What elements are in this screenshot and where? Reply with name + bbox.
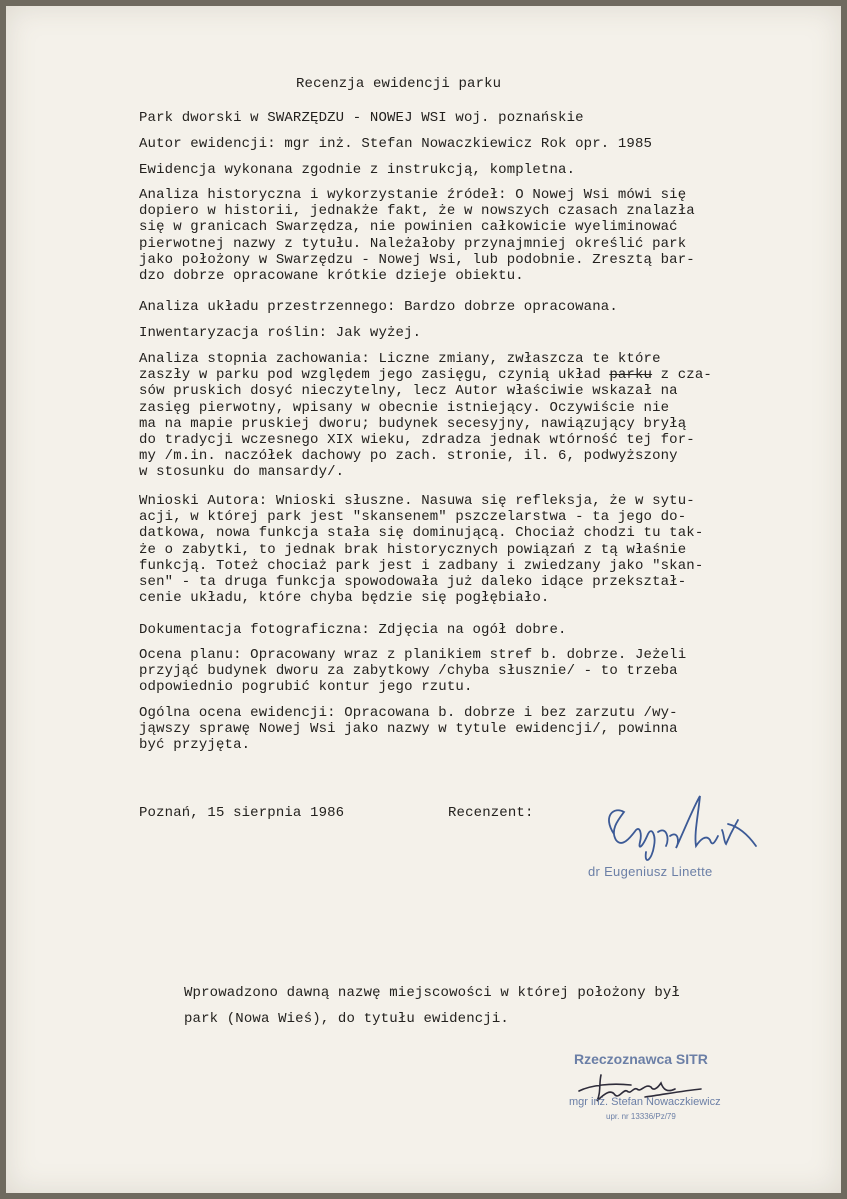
text-line: jąwszy sprawę Nowej Wsi jako nazwy w tytule ewidencji/, powinna (139, 721, 678, 738)
text-line: sów pruskich dosyć nieczytelny, lecz Autor właściwie wskazał na (139, 383, 678, 400)
text-line: jako położony w Swarzędzu - Nowej Wsi, lub podobnie. Zresztą bar- (139, 251, 695, 268)
text-line: ma na mapie pruskiej dworu; budynek secesyjny, nawiązujący bryłą (139, 415, 687, 432)
text-line: Ocena planu: Opracowany wraz z planikiem stref b. dobrze. Jeżeli (139, 647, 687, 663)
correction-note (184, 980, 824, 1032)
expert-name-stamp: mgr inż. Stefan Nowaczkiewicz (569, 1096, 721, 1108)
spatial-analysis-line: Analiza układu przestrzennego: Bardzo dobrze opracowana. (139, 299, 618, 315)
text-line: do tradycji wczesnego XIX wieku, zdradza jednak wtórność tej for- (139, 432, 695, 449)
text-line: Wprowadzono dawną nazwę miejscowości w której położony był (184, 985, 680, 1001)
text-fragment: z cza- (652, 367, 712, 384)
text-line: w stosunku do mansardy/. (139, 464, 345, 481)
author-conclusions-paragraph (139, 493, 779, 606)
photo-documentation-line: Dokumentacja fotograficzna: Zdjęcia na ogół dobre. (139, 622, 567, 638)
text-line: Wnioski Autora: Wnioski słuszne. Nasuwa się refleksja, że w sytu- (139, 493, 695, 509)
overall-evaluation-paragraph (139, 705, 779, 754)
completeness-line: Ewidencja wykonana zgodnie z instrukcją, kompletna. (139, 162, 576, 178)
place-and-date: Poznań, 15 sierpnia 1986 (139, 805, 345, 821)
preservation-analysis-paragraph (139, 351, 779, 481)
text-line: park (Nowa Wieś), do tytułu ewidencji. (184, 1011, 509, 1027)
text-line: Ogólna ocena ewidencji: Opracowana b. dobrze i bez zarzutu /wy- (139, 705, 678, 721)
struck-out-word: parku (609, 367, 653, 384)
text-line: przyjąć budynek dworu za zabytkowy /chyba słusznie/ - to trzeba (139, 663, 678, 680)
text-line: sen" - ta druga funkcja spowodowała już daleko idące przekształ- (139, 574, 687, 591)
expert-stamp-title: Rzeczoznawca SITR (574, 1051, 708, 1067)
text-line: być przyjęta. (139, 737, 251, 754)
park-name-line: Park dworski w SWARZĘDZU - NOWEJ WSI woj. poznańskie (139, 110, 584, 126)
reviewer-name-stamp: dr Eugeniusz Linette (588, 864, 713, 879)
text-line: że o zabytki, to jednak brak historycznych powiązań z tą właśnie (139, 541, 687, 558)
reviewer-signature (596, 786, 776, 876)
text-line: funkcją. Toteż chociaż park jest i zadbany i zwiedzany jako "skan- (139, 557, 704, 574)
text-line: my /m.in. naczółek dachowy po zach. stronie, il. 6, podwyższony (139, 448, 678, 465)
text-fragment: zaszły w parku pod względem jego zasięgu, czynią układ (139, 367, 610, 384)
text-line: odpowiednio pogrubić kontur jego rzutu. (139, 679, 473, 696)
historical-analysis-paragraph (139, 187, 779, 284)
expert-license-number: upr. nr 13336/Pz/79 (606, 1112, 676, 1121)
text-line: Analiza historyczna i wykorzystanie źródeł: O Nowej Wsi mówi się (139, 187, 687, 203)
text-line: dzo dobrze opracowane krótkie dzieje obiektu. (139, 268, 524, 285)
text-line: datkowa, nowa funkcja stała się dominującą. Chociaż chodzi tu tak- (139, 525, 704, 542)
plan-evaluation-paragraph (139, 647, 779, 696)
text-line: cenie układu, które chyba będzie się pogłębiało. (139, 590, 550, 607)
text-line: Analiza stopnia zachowania: Liczne zmiany, zwłaszcza te które (139, 351, 661, 367)
text-line: zasięg pierwotny, wpisany w obecnie istniejący. Oczywiście nie (139, 399, 670, 416)
text-line: dopiero w historii, jednakże fakt, że w nowszych czasach znalazła (139, 203, 695, 220)
text-line: pierwotnej nazwy z tytułu. Należałoby przynajmniej określić park (139, 235, 687, 252)
text-line: się w granicach Swarzędza, nie powinien całkowicie wyeliminować (139, 219, 678, 236)
text-line: acji, w której park jest "skansenem" pszczelarstwa - ta jego do- (139, 509, 687, 526)
text-line (139, 367, 779, 383)
document-title: Recenzja ewidencji parku (296, 76, 502, 92)
author-line: Autor ewidencji: mgr inż. Stefan Nowaczkiewicz Rok opr. 1985 (139, 136, 653, 152)
document-page (6, 6, 841, 1193)
plant-inventory-line: Inwentaryzacja roślin: Jak wyżej. (139, 325, 422, 341)
reviewer-label: Recenzent: (448, 805, 534, 821)
